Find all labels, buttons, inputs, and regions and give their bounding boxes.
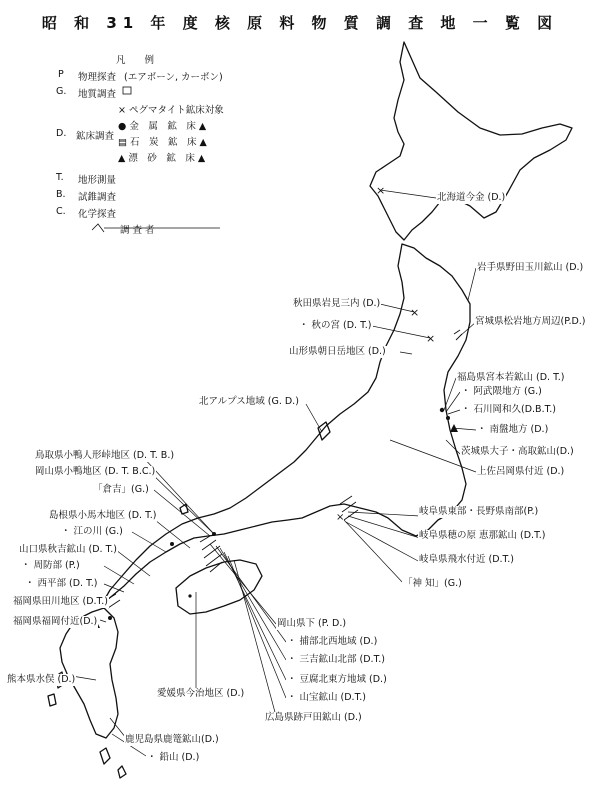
label-kurayoshi: 「倉吉」(G.)	[93, 484, 149, 495]
label-nanban: ・ 南盤地方 (D.)	[477, 424, 549, 435]
legend-d-item-pegmatite: × ペグマタイト鉱床対象	[118, 105, 224, 116]
honshu-outline	[102, 244, 470, 604]
legend-key-t: T.	[56, 172, 64, 183]
label-hiroshima: 広島県跡戸田鉱山 (D.)	[265, 712, 362, 723]
legend-line-label: 調 査 者	[120, 225, 155, 236]
legend-label-c: 化学探査	[78, 209, 117, 220]
label-gifu-ena: 岐阜県穂の原 恵那鉱山 (D.T.)	[419, 530, 546, 541]
label-kishu: 「神 知」(G.)	[403, 578, 462, 589]
legend-label-d: 鉱床調査	[76, 131, 115, 142]
label-gifu-nagano: 岐阜県東部・長野県南部(P.)	[419, 506, 539, 517]
shikoku-outline	[176, 560, 262, 614]
label-tofu-ne: ・ 豆腐北東方地域 (D.)	[287, 674, 387, 685]
legend-detail-p: (エアボーン, カーボン)	[124, 72, 223, 83]
label-okayama-ogamo: 岡山県小鴨地区 (D. T. B.C.)	[35, 466, 156, 477]
svg-text:×: ×	[376, 184, 386, 197]
legend-d-item-placer: ▲ 漂 砂 鉱 床 ▲	[118, 153, 206, 164]
legend-key-c: C.	[56, 206, 66, 217]
label-shimane: 島根県小馬木地区 (D. T.)	[49, 510, 157, 521]
label-kamiusui: 上佐呂岡県付近 (D.)	[477, 466, 565, 477]
southern-islands	[100, 748, 126, 778]
label-ibaraki: 茨城県大子・高取鉱山(D.)	[461, 446, 574, 457]
map-title: 昭 和 31 年 度 核 原 料 物 質 調 査 地 一 覧 図	[41, 14, 559, 32]
legend-label-p: 物理探査	[78, 72, 117, 83]
label-akinomiya: ・ 秋の宮 (D. T.)	[299, 320, 372, 331]
label-yamagata-asahi: 山形県朝日岳地区 (D.)	[289, 346, 386, 357]
legend-d-item-metal: ● 金 属 鉱 床 ▲	[118, 121, 207, 132]
label-yamaguchi: 山口県秋吉鉱山 (D. T.)	[19, 544, 117, 555]
label-kagoshima: 鹿児島県鹿篭鉱山(D.)	[125, 734, 219, 745]
legend-key-p: P	[58, 69, 64, 80]
label-tottori: 鳥取県小鴨人形峠地区 (D. T. B.)	[35, 450, 175, 461]
svg-text:×: ×	[426, 332, 436, 345]
label-mitsuyoshi: ・ 三吉鉱山北部 (D.T.)	[287, 654, 385, 665]
label-fukuoka: 福岡県福岡付近(D.)	[13, 616, 98, 627]
legend-key-g: G.	[56, 86, 67, 97]
label-gifu-hisui: 岐阜県飛水付近 (D.T.)	[419, 554, 514, 565]
legend-label-b: 試錐調査	[78, 192, 117, 203]
label-kita-alps: 北アルプス地域 (G. D.)	[199, 396, 299, 407]
svg-text:×: ×	[336, 512, 345, 523]
label-sanpo: ・ 山宝鉱山 (D.T.)	[287, 692, 366, 703]
label-fukushima: 福島県宮本若鉱山 (D. T.)	[457, 372, 565, 383]
label-kumamoto: 熊本県水俣 (D.)	[7, 674, 76, 685]
label-fukuoka-tagawa: 福岡県田川地区 (D.T.)	[13, 596, 108, 607]
legend-label-t: 地形測量	[78, 175, 117, 186]
label-miyagi: 宮城県松岩地方周辺(P.D.)	[475, 316, 586, 327]
label-okayama-nw: ・ 捕部北西地域 (D.)	[287, 636, 378, 647]
label-iwate-noda: 岩手県野田玉川鉱山 (D.)	[477, 262, 584, 273]
label-gonokawa: ・ 江の川 (G.)	[61, 526, 123, 537]
label-akita-iwami: 秋田県岩見三内 (D.)	[293, 298, 381, 309]
hokkaido-outline	[370, 42, 572, 240]
label-namariyama: ・ 鉛山 (D.)	[147, 752, 200, 763]
svg-text:×: ×	[410, 306, 420, 319]
legend-heading: 凡 例	[116, 55, 155, 66]
label-suobu: ・ 周防部 (P.)	[21, 560, 80, 571]
legend-label-g: 地質調査	[78, 89, 117, 100]
legend-d-item-coal: ▤ 石 炭 鉱 床 ▲	[118, 137, 207, 148]
label-ehime-imabari: 愛媛県今治地区 (D.)	[157, 688, 245, 699]
legend-key-d: D.	[56, 128, 67, 139]
label-nishihirabu: ・ 西平部 (D. T.)	[25, 578, 98, 589]
label-okayama-shimo: 岡山県下 (P. D.)	[277, 618, 347, 629]
legend-key-b: B.	[56, 189, 66, 200]
label-hokkaido-imakane: 北海道今金 (D.)	[437, 192, 506, 203]
label-ishikawa: ・ 石川岡和久(D.B.T.)	[461, 404, 557, 415]
label-abukuma: ・ 阿武隈地方 (G.)	[461, 386, 542, 397]
